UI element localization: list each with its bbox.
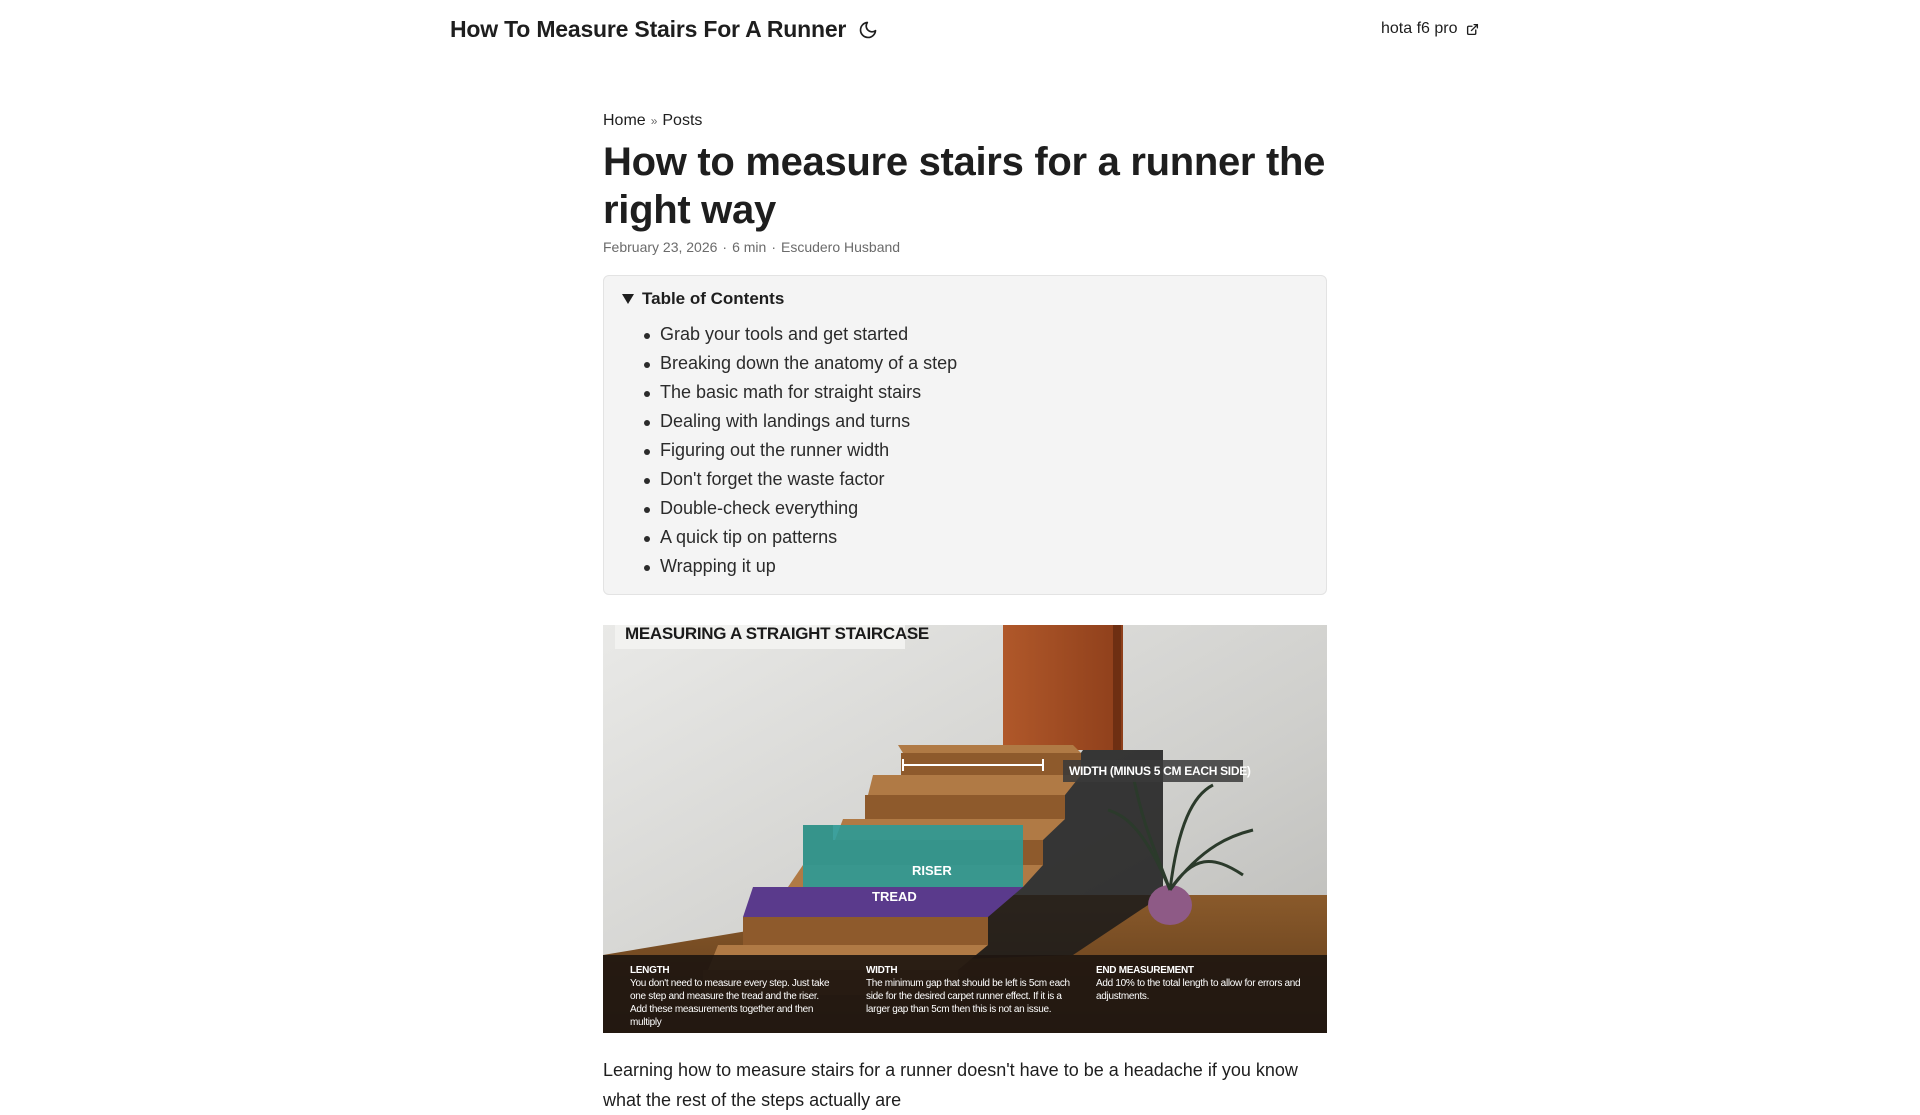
post-author: Escudero Husband bbox=[780, 239, 901, 255]
caption-title: LENGTH bbox=[630, 965, 670, 976]
toc-list bbox=[622, 320, 1308, 581]
figure-caption-end bbox=[1096, 964, 1306, 1003]
post-intro-paragraph: Learning how to measure stairs for a runner doesn't have to be a headache if you know what the rest of the steps actually are bbox=[603, 1060, 1298, 1110]
site-header bbox=[0, 0, 1920, 64]
post-date: February 23, 2026 bbox=[603, 239, 718, 255]
toc-link[interactable]: Wrapping it up bbox=[660, 556, 776, 576]
toc-item bbox=[642, 552, 1308, 581]
toc-item bbox=[642, 465, 1308, 494]
post-read-time: 6 min bbox=[732, 239, 767, 255]
caption-text: Add 10% to the total length to allow for errors and adjustments. bbox=[1096, 978, 1301, 1002]
staircase-illustration bbox=[603, 625, 1327, 1033]
breadcrumb-home[interactable]: Home bbox=[603, 112, 646, 129]
toc-link[interactable]: A quick tip on patterns bbox=[660, 527, 838, 547]
toc-item bbox=[642, 320, 1308, 349]
caption-text: The minimum gap that should be left is 5cm each side for the desired carpet runner effect. If it is a larger gap than 5cm then this is not an issue. bbox=[866, 978, 1070, 1015]
toc-toggle[interactable] bbox=[622, 288, 1308, 310]
toc-link[interactable]: Don't forget the waste factor bbox=[660, 469, 885, 489]
toc-link[interactable]: The basic math for straight stairs bbox=[660, 382, 922, 402]
toc-title: Table of Contents bbox=[642, 289, 785, 308]
table-of-contents bbox=[603, 275, 1327, 595]
figure-caption-width bbox=[866, 964, 1071, 1016]
breadcrumb bbox=[603, 110, 1327, 132]
toc-item bbox=[642, 378, 1308, 407]
external-nav-link[interactable] bbox=[1381, 20, 1479, 38]
toc-link[interactable]: Double-check everything bbox=[660, 498, 859, 518]
meta-separator: · bbox=[771, 239, 776, 255]
toc-item bbox=[642, 436, 1308, 465]
figure-riser-label: RISER bbox=[912, 863, 952, 878]
meta-separator: · bbox=[722, 239, 728, 255]
disclosure-triangle-icon bbox=[622, 294, 634, 304]
caption-title: END MEASUREMENT bbox=[1096, 965, 1194, 976]
breadcrumb-posts[interactable]: Posts bbox=[662, 112, 703, 129]
toc-item bbox=[642, 523, 1308, 552]
toc-link[interactable]: Breaking down the anatomy of a step bbox=[660, 353, 958, 373]
moon-icon[interactable] bbox=[858, 20, 878, 40]
post-title: How to measure stairs for a runner the right way bbox=[603, 140, 1326, 232]
caption-text: You don't need to measure every step. Just take one step and measure the tread and the riser. Add these measurements together and then multiply bbox=[630, 978, 830, 1028]
figure-caption-length bbox=[630, 964, 835, 1029]
external-nav-link-label: hota f6 pro bbox=[1381, 20, 1458, 37]
figure-heading: MEASURING A STRAIGHT STAIRCASE bbox=[625, 624, 929, 643]
toc-link[interactable]: Grab your tools and get started bbox=[660, 324, 909, 344]
post-main bbox=[603, 110, 1327, 1115]
breadcrumb-separator: » bbox=[650, 114, 658, 128]
toc-item bbox=[642, 494, 1308, 523]
external-link-icon bbox=[1466, 23, 1479, 36]
toc-item bbox=[642, 349, 1308, 378]
site-title[interactable]: How To Measure Stairs For A Runner bbox=[450, 16, 847, 42]
caption-title: WIDTH bbox=[866, 965, 898, 976]
post-meta bbox=[603, 239, 1327, 255]
toc-link[interactable]: Figuring out the runner width bbox=[660, 440, 890, 460]
toc-link[interactable]: Dealing with landings and turns bbox=[660, 411, 911, 431]
figure-tread-label: TREAD bbox=[872, 889, 917, 904]
figure-width-label: WIDTH (MINUS 5 CM EACH SIDE) bbox=[1069, 764, 1251, 778]
toc-item bbox=[642, 407, 1308, 436]
